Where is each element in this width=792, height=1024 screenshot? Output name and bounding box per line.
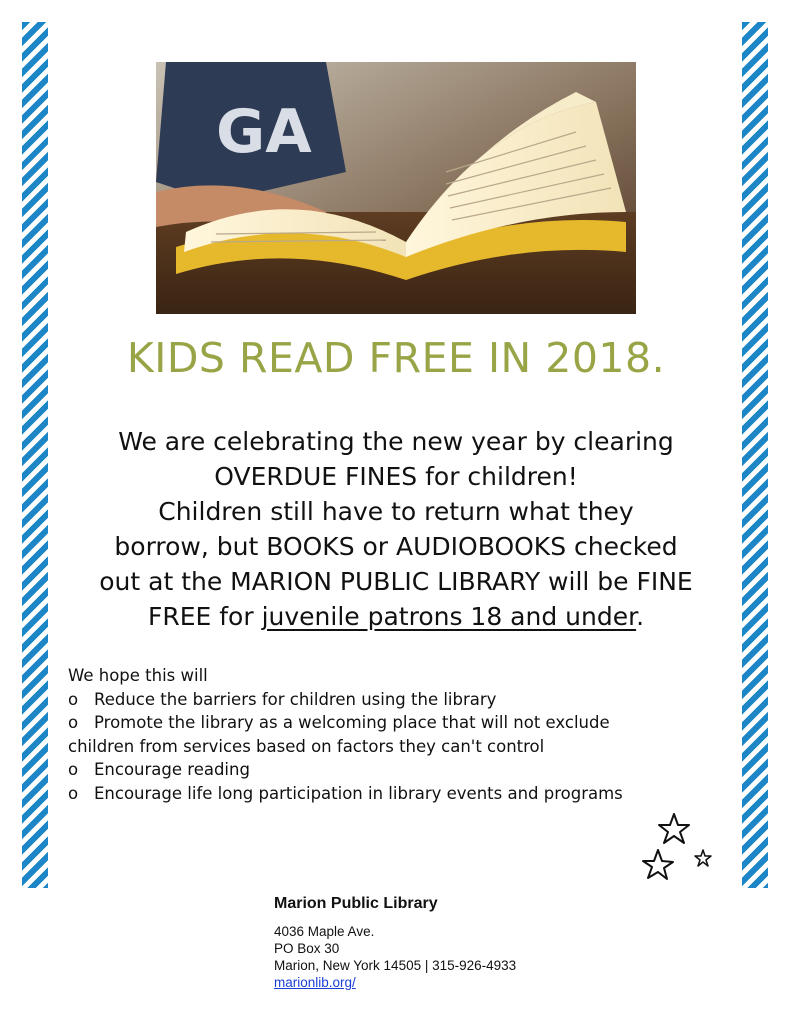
announcement-line: FREE for — [147, 602, 262, 631]
announcement-text — [40, 424, 752, 634]
goal-text: Encourage reading — [94, 760, 250, 779]
announcement-line: We are celebrating the new year by clearing — [118, 427, 674, 456]
goal-text: Reduce the barriers for children using the library — [94, 689, 497, 709]
bullet-marker: o — [68, 713, 79, 732]
library-name: Marion Public Library — [274, 895, 438, 912]
bullet-marker: o — [68, 689, 79, 709]
goals-intro: We hope this will — [68, 666, 208, 685]
underlined-eligibility: juvenile patrons 18 and under — [261, 602, 637, 631]
website-link[interactable]: marionlib.org/ — [274, 975, 356, 990]
goal-item — [68, 782, 748, 806]
goals-list — [68, 664, 748, 805]
address-street: 4036 Maple Ave. — [274, 924, 375, 939]
headline: KIDS READ FREE IN 2018. — [126, 334, 666, 382]
announcement-line: out at the MARION PUBLIC LIBRARY will be FINE — [99, 567, 693, 596]
address-city-phone: Marion, New York 14505 | 315-926-4933 — [274, 958, 517, 973]
svg-text:GA: GA — [216, 97, 312, 167]
bullet-marker: o — [68, 760, 79, 779]
announcement-line: Children still have to return what they — [158, 497, 634, 526]
goal-item — [68, 758, 748, 782]
announcement-line: . — [636, 602, 645, 631]
announcement-line: borrow, but BOOKS or AUDIOBOOKS checked — [114, 532, 678, 561]
announcement-line: OVERDUE FINES for children! — [214, 462, 578, 491]
goal-item — [68, 688, 748, 712]
goal-text: Promote the library as a welcoming place that will not exclude — [94, 713, 610, 732]
goal-item — [68, 711, 748, 735]
goal-text: Encourage life long participation in library events and programs — [94, 783, 623, 803]
address-po-box: PO Box 30 — [274, 941, 340, 956]
goal-item-continuation: children from services based on factors they can't control — [68, 736, 545, 756]
stars-doodle-icon — [636, 806, 716, 886]
open-book-photo — [156, 62, 636, 314]
library-contact-block — [274, 895, 674, 991]
bullet-marker: o — [68, 783, 79, 803]
